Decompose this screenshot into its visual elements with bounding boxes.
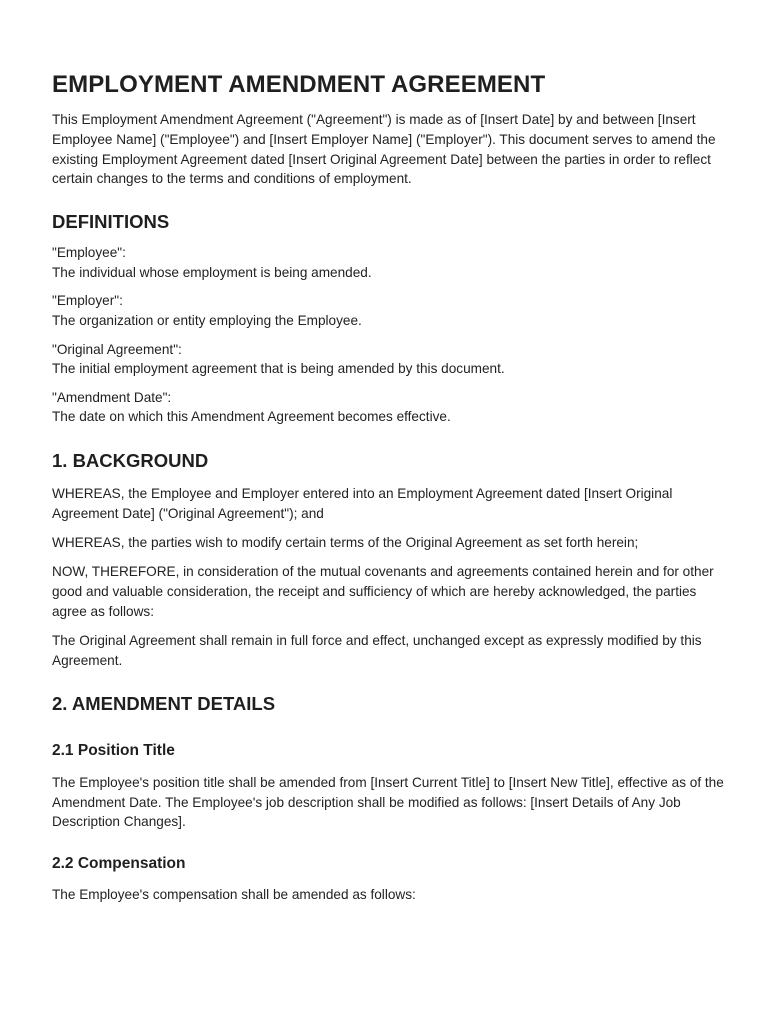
- definitions-heading: DEFINITIONS: [52, 211, 170, 233]
- background-paragraph: The Original Agreement shall remain in full force and effect, unchanged except as expressly modified by this Agreement.: [52, 633, 702, 669]
- background-section: [52, 449, 732, 671]
- background-paragraph: WHEREAS, the Employee and Employer entered into an Employment Agreement dated [Insert Original Agreement Date] ("Original Agreement"); and: [52, 485, 673, 521]
- definition-text: The individual whose employment is being amended.: [52, 264, 372, 280]
- document-title: EMPLOYMENT AMENDMENT AGREEMENT: [52, 71, 546, 98]
- background-paragraph: NOW, THEREFORE, in consideration of the mutual covenants and agreements contained herein and for other good and valuable consideration, the receipt and sufficiency of which are hereby acknowledged, the parties agree as follows:: [52, 564, 714, 619]
- definition-text: The initial employment agreement that is being amended by this document.: [52, 361, 505, 377]
- compensation-heading: 2.2 Compensation: [52, 855, 186, 873]
- definitions-list: [52, 243, 732, 427]
- amendment-details-heading: 2. AMENDMENT DETAILS: [52, 692, 276, 714]
- document-page: [52, 70, 732, 905]
- definition-item: [52, 243, 732, 282]
- background-paragraph: WHEREAS, the parties wish to modify certain terms of the Original Agreement as set forth herein;: [52, 535, 639, 551]
- definition-item: [52, 291, 732, 330]
- definitions-section: [52, 210, 732, 427]
- definition-term: "Original Agreement":: [52, 341, 182, 357]
- definition-item: [52, 340, 732, 379]
- position-title-heading: 2.1 Position Title: [52, 741, 175, 759]
- definition-text: The organization or entity employing the Employee.: [52, 312, 362, 328]
- compensation-text: The Employee's compensation shall be amended as follows:: [52, 887, 416, 903]
- definition-term: "Employer":: [52, 293, 123, 309]
- background-paragraphs: [52, 484, 732, 671]
- definition-text: The date on which this Amendment Agreement becomes effective.: [52, 409, 451, 425]
- definition-term: "Amendment Date":: [52, 389, 172, 405]
- definition-term: "Employee":: [52, 245, 126, 261]
- amendment-details-section: [52, 692, 732, 905]
- position-title-text: The Employee's position title shall be amended from [Insert Current Title] to [Insert New Title], effective as of the Amendment Date. The Employee's job description shall be modified as follows: [Insert Details of Any Job Description Changes].: [52, 774, 724, 830]
- definition-item: [52, 388, 732, 427]
- intro-paragraph: This Employment Amendment Agreement ("Agreement") is made as of [Insert Date] by and between [Insert Employee Name] ("Employee") and [Insert Employer Name] ("Employer"). This document serves to amend the existing Employment Agreement dated [Insert Original Agreement Date] between the parties in order to reflect certain changes to the terms and conditions of employment.: [52, 112, 716, 187]
- background-heading: 1. BACKGROUND: [52, 449, 209, 471]
